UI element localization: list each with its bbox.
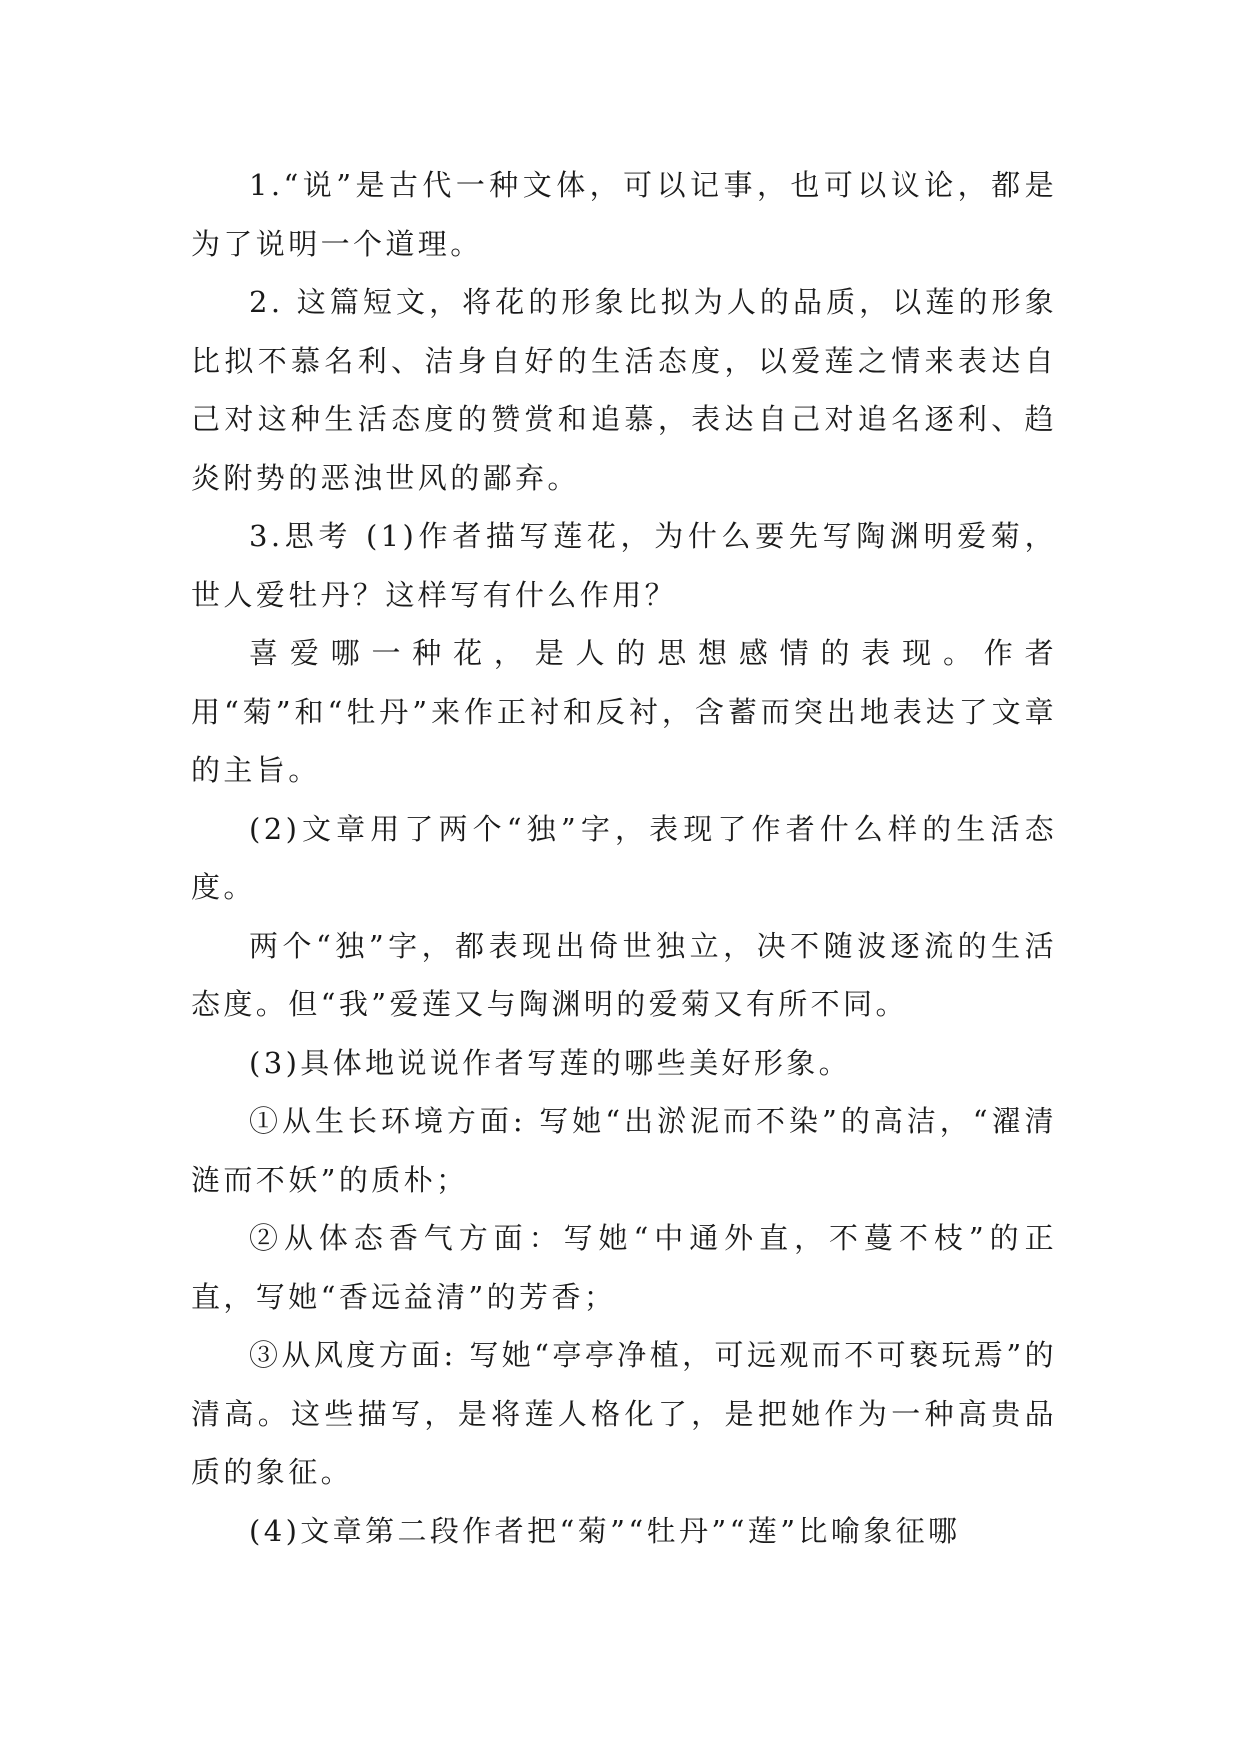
paragraph-intro-shuo: 1.“说”是古代一种文体，可以记事，也可以议论，都是为了说明一个道理。 (191, 168, 1057, 261)
paragraph-answer-3-point-3: ③从风度方面: 写她“亭亭净植，可远观而不可亵玩焉”的清高。这些描写，是将莲人格化了，是把她作为一种高贵品质的象征。 (191, 1338, 1057, 1489)
paragraph-answer-3-point-2: ②从体态香气方面：写她“中通外直，不蔓不枝”的正直，写她“香远益清”的芳香； (191, 1221, 1057, 1314)
document-page (191, 156, 1057, 1560)
paragraph-question-1: 3.思考 (1)作者描写莲花，为什么要先写陶渊明爱菊，世人爱牡丹？这样写有什么作用？ (191, 519, 1057, 612)
paragraph-answer-3-point-1: ①从生长环境方面: 写她“出淤泥而不染”的高洁，“濯清涟而不妖”的质朴； (191, 1104, 1057, 1197)
paragraph-question-3: (3)具体地说说作者写莲的哪些美好形象。 (249, 1045, 852, 1080)
paragraph-question-2: (2)文章用了两个“独”字，表现了作者什么样的生活态度。 (191, 811, 1057, 904)
paragraph-question-4: (4)文章第二段作者把“菊”“牡丹”“莲”比喻象征哪 (249, 1513, 961, 1548)
paragraph-answer-1: 喜爱哪一种花，是人的思想感情的表现。作者用“菊”和“牡丹”来作正衬和反衬，含蓄而突出地表达了文章的主旨。 (191, 636, 1057, 787)
paragraph-theme: 2. 这篇短文，将花的形象比拟为人的品质，以莲的形象比拟不慕名利、洁身自好的生活态度，以爱莲之情来表达自己对这种生活态度的赞赏和追慕，表达自己对追名逐利、趋炎附势的恶浊世风的鄙弃。 (191, 285, 1057, 495)
paragraph-answer-2: 两个“独”字，都表现出倚世独立，决不随波逐流的生活态度。但“我”爱莲又与陶渊明的爱菊又有所不同。 (191, 928, 1057, 1021)
